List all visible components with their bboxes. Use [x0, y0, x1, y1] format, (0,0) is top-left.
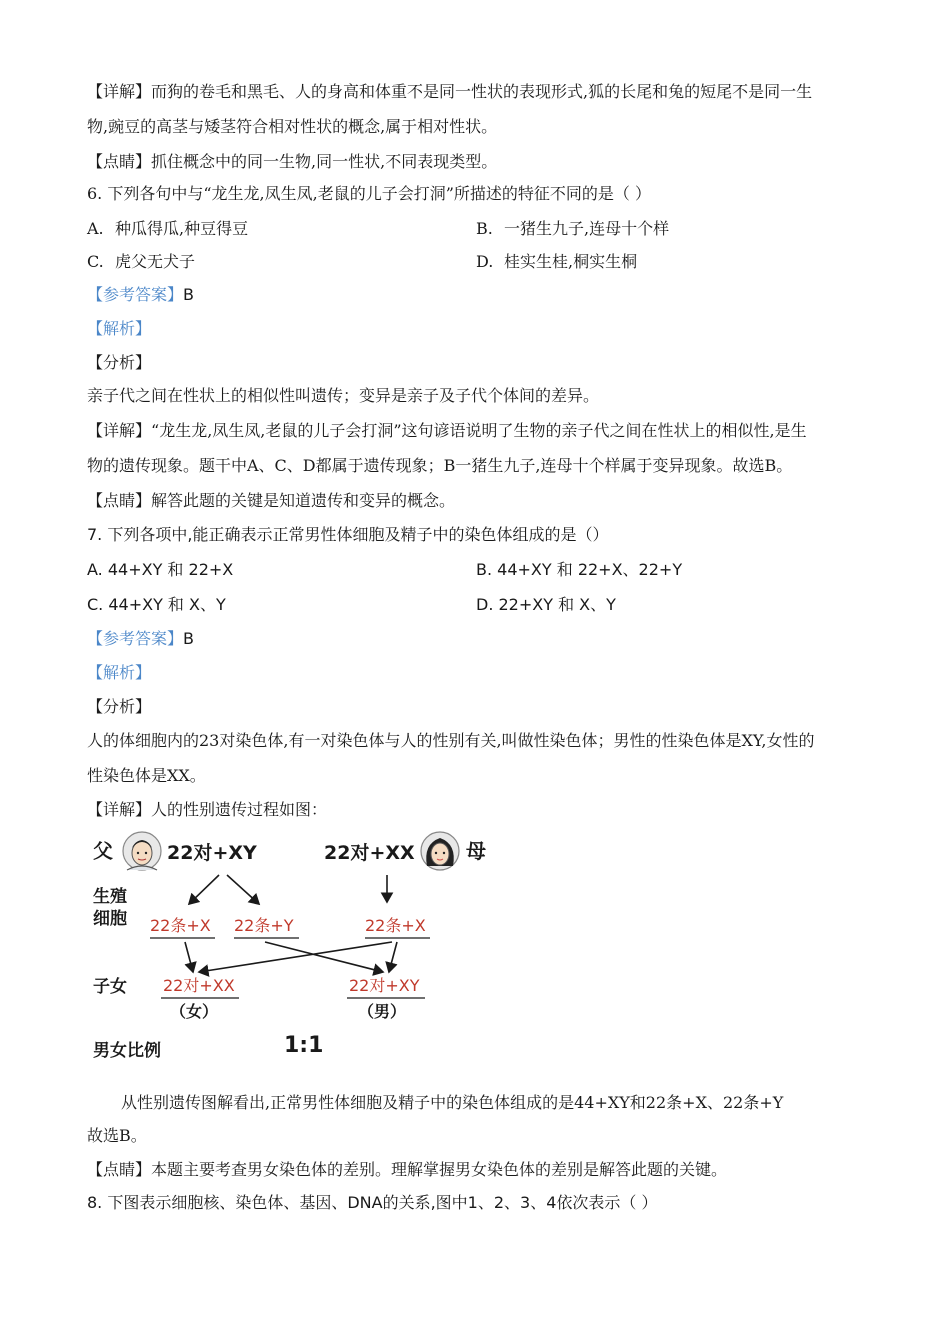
arrow-father-to-sperm-y	[227, 875, 259, 904]
germ-cell-label-2: 细胞	[93, 909, 127, 929]
q6-option-d	[476, 252, 637, 272]
son-label: （男）	[358, 1002, 407, 1021]
ratio-value: 1:1	[284, 1033, 324, 1058]
q6-detail-text: “龙生龙,凤生凤,老鼠的儿子会打洞”这句谚语说明了生物的亲子代之间在性状上的相似性,是生	[151, 421, 807, 440]
arrow-father-to-sperm-x	[189, 875, 219, 904]
q7-option-b: B. 44+XY 和 22+X、22+Y	[476, 560, 683, 579]
q7-option-c: C. 44+XY 和 X、Y	[87, 595, 226, 614]
q7-answer: B	[183, 629, 194, 648]
father-chromosomes: 22对+XY	[167, 842, 257, 864]
mother-avatar-icon	[421, 832, 459, 870]
q7-fenxi-tag: 【分析】	[87, 697, 152, 716]
son-chromosomes: 22对+XY	[349, 976, 420, 995]
q6-option-b-letter: B.	[476, 219, 493, 238]
q7-option-d: D. 22+XY 和 X、Y	[476, 595, 616, 614]
egg-x: 22条+X	[365, 916, 426, 935]
mother-chromosomes: 22对+XX	[324, 842, 415, 864]
q6-answer: B	[183, 285, 194, 304]
q5-detail-text: 而狗的卷毛和黑毛、人的身高和体重不是同一性状的表现形式,狐的长尾和兔的短尾不是同一生	[151, 82, 813, 101]
sperm-x: 22条+X	[150, 916, 211, 935]
q7-answer-tag: 【参考答案】	[87, 629, 184, 648]
q6-fenxi-tag: 【分析】	[87, 353, 152, 372]
q6-detail-tag: 【详解】	[87, 421, 152, 440]
q6-detail-line1	[87, 421, 807, 441]
father-label: 父	[93, 839, 113, 863]
q7-conclusion: 从性别遗传图解看出,正常男性体细胞及精子中的染色体组成的是44+XY和22条+X、22条+Y	[121, 1093, 784, 1112]
children-label: 子女	[93, 977, 127, 997]
q6-point-line	[87, 491, 455, 511]
q6-option-a	[87, 219, 248, 239]
q5-point-text: 抓住概念中的同一生物,同一性状,不同表现类型。	[151, 152, 498, 171]
q6-option-a-letter: A.	[87, 219, 104, 238]
q6-answer-tag: 【参考答案】	[87, 285, 184, 304]
q5-point-line	[87, 152, 497, 172]
ratio-label: 男女比例	[93, 1041, 161, 1061]
father-avatar-icon	[123, 832, 161, 870]
q6-point-tag: 【点睛】	[87, 491, 152, 510]
mother-label: 母	[466, 839, 486, 863]
q6-option-c-text: 虎父无犬子	[115, 252, 196, 271]
q7-choice: 故选B。	[87, 1126, 147, 1145]
q8-question: 8. 下图表示细胞核、染色体、基因、DNA的关系,图中1、2、3、4依次表示（ ）	[87, 1193, 658, 1212]
q6-option-b-text: 一猪生九子,连母十个样	[504, 219, 670, 238]
q5-detail-tag: 【详解】	[87, 82, 152, 101]
q7-detail-tag: 【详解】	[87, 800, 152, 819]
q6-option-a-text: 种瓜得瓜,种豆得豆	[115, 219, 249, 238]
q7-fenxi-line1: 人的体细胞内的23对染色体,有一对染色体与人的性别有关,叫做性染色体；男性的性染色体是XY,女性的	[87, 731, 815, 750]
q7-point-line	[87, 1160, 727, 1180]
q6-detail-line2: 物的遗传现象。题干中A、C、D都属于遗传现象；B一猪生九子,连母十个样属于变异现象。故选B。	[87, 456, 793, 475]
q6-option-d-text: 桂实生桂,桐实生桐	[504, 252, 638, 271]
daughter-label: （女）	[170, 1002, 219, 1021]
daughter-chromosomes: 22对+XX	[163, 976, 235, 995]
q6-analysis-tag: 【解析】	[87, 319, 152, 338]
q6-point-text: 解答此题的关键是知道遗传和变异的概念。	[151, 491, 456, 510]
q7-option-a: A. 44+XY 和 22+X	[87, 560, 234, 579]
q5-point-tag: 【点睛】	[87, 152, 152, 171]
q6-option-c-letter: C.	[87, 252, 104, 271]
sex-inheritance-svg	[87, 826, 507, 1071]
q5-detail-line2: 物,豌豆的高茎与矮茎符合相对性状的概念,属于相对性状。	[87, 117, 498, 136]
q6-option-d-letter: D.	[476, 252, 494, 271]
q6-answer-line	[87, 285, 194, 305]
q6-option-b	[476, 219, 669, 239]
q7-fenxi-line2: 性染色体是XX。	[87, 766, 206, 785]
arrow-egg-to-son	[389, 942, 397, 972]
q6-option-c	[87, 252, 195, 272]
sperm-y: 22条+Y	[234, 916, 294, 935]
sex-inheritance-diagram	[87, 826, 507, 1071]
germ-cell-label-1: 生殖	[93, 887, 127, 907]
q7-point-text: 本题主要考查男女染色体的差别。理解掌握男女染色体的差别是解答此题的关键。	[151, 1160, 728, 1179]
q7-point-tag: 【点睛】	[87, 1160, 152, 1179]
q7-analysis-tag: 【解析】	[87, 663, 152, 682]
q6-fenxi-text: 亲子代之间在性状上的相似性叫遗传；变异是亲子及子代个体间的差异。	[87, 386, 600, 405]
q6-question: 6. 下列各句中与“龙生龙,凤生凤,老鼠的儿子会打洞”所描述的特征不同的是（ ）	[87, 184, 651, 203]
q7-question: 7. 下列各项中,能正确表示正常男性体细胞及精子中的染色体组成的是（）	[87, 525, 609, 544]
q7-detail-text: 人的性别遗传过程如图：	[151, 800, 328, 819]
q5-detail-line1	[87, 82, 812, 102]
q7-detail-line	[87, 800, 327, 820]
q7-answer-line	[87, 629, 194, 649]
arrow-sperm-x-to-daughter	[185, 942, 193, 972]
